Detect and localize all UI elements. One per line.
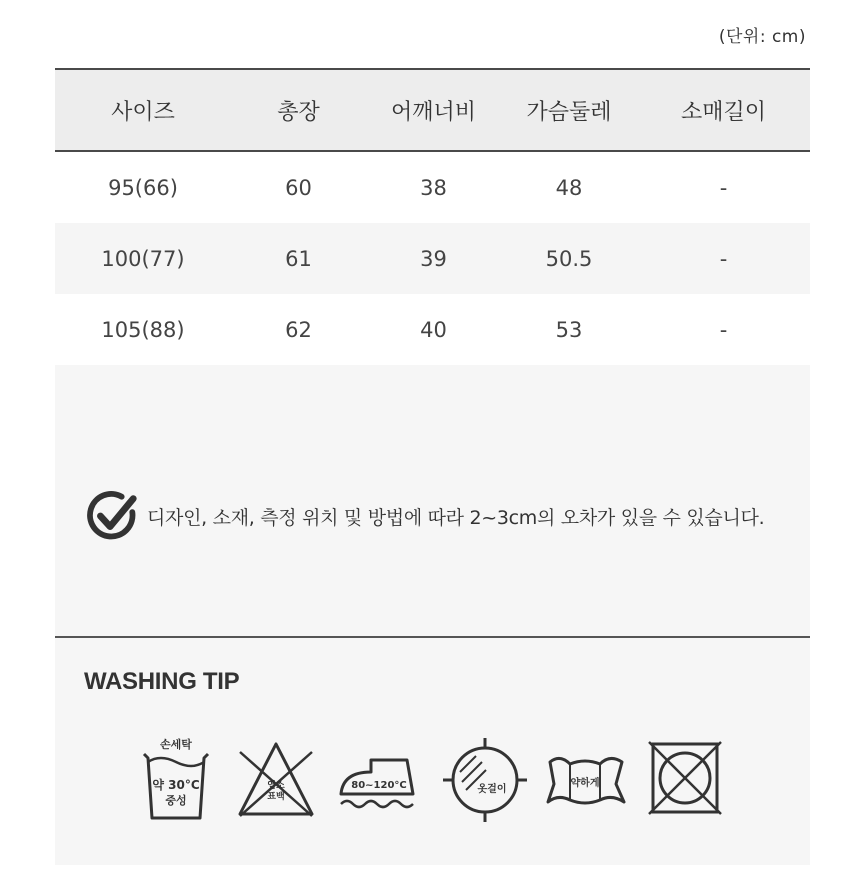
measurement-notice [83,487,764,545]
header-sleeve: 소매길이 [637,69,810,151]
section-divider [55,636,810,638]
washing-icons [130,732,730,832]
table-cell: - [637,223,810,294]
header-chest: 가슴둘레 [501,69,637,151]
table-cell: 40 [366,294,501,365]
hand-wash-temp-label: 약 30°C [152,778,200,792]
check-circle-icon [83,487,141,545]
hanger-dry-label: 옷걸이 [477,784,507,795]
header-size: 사이즈 [55,69,231,151]
iron-icon [335,732,425,828]
no-bleach-icon [232,732,320,828]
iron-temp-label: 80~120°C [351,780,407,791]
hand-wash-icon [138,732,214,828]
no-bleach-label-1: 염소 [267,781,285,791]
table-header-row [55,69,810,151]
header-shoulder: 어깨너비 [366,69,501,151]
table-cell: - [637,151,810,223]
size-table [55,68,810,365]
no-tumble-dry-icon [440,732,530,828]
table-cell: 38 [366,151,501,223]
table-row [55,151,810,223]
table-cell: 60 [231,151,366,223]
table-cell: 100(77) [55,223,231,294]
wring-gently-icon [540,732,630,828]
table-row [55,294,810,365]
header-length: 총장 [231,69,366,151]
table-cell: 53 [501,294,637,365]
table-cell: 61 [231,223,366,294]
unit-label: (단위: cm) [718,27,806,47]
no-bleach-label-2: 표백 [267,792,285,802]
table-cell: 48 [501,151,637,223]
hand-wash-bottom-label: 중성 [165,794,187,807]
table-cell: 39 [366,223,501,294]
washing-tip-title: WASHING TIP [84,668,240,695]
table-cell: - [637,294,810,365]
table-row [55,223,810,294]
hand-wash-top-label: 손세탁 [160,738,192,751]
notice-text: 디자인, 소재, 측정 위치 및 방법에 따라 2~3cm의 오차가 있을 수 있습니다. [147,506,765,529]
wring-gently-label: 약하게 [570,778,600,789]
table-cell: 62 [231,294,366,365]
table-cell: 105(88) [55,294,231,365]
table-cell: 95(66) [55,151,231,223]
table-cell: 50.5 [501,223,637,294]
no-dry-clean-icon [645,732,725,828]
